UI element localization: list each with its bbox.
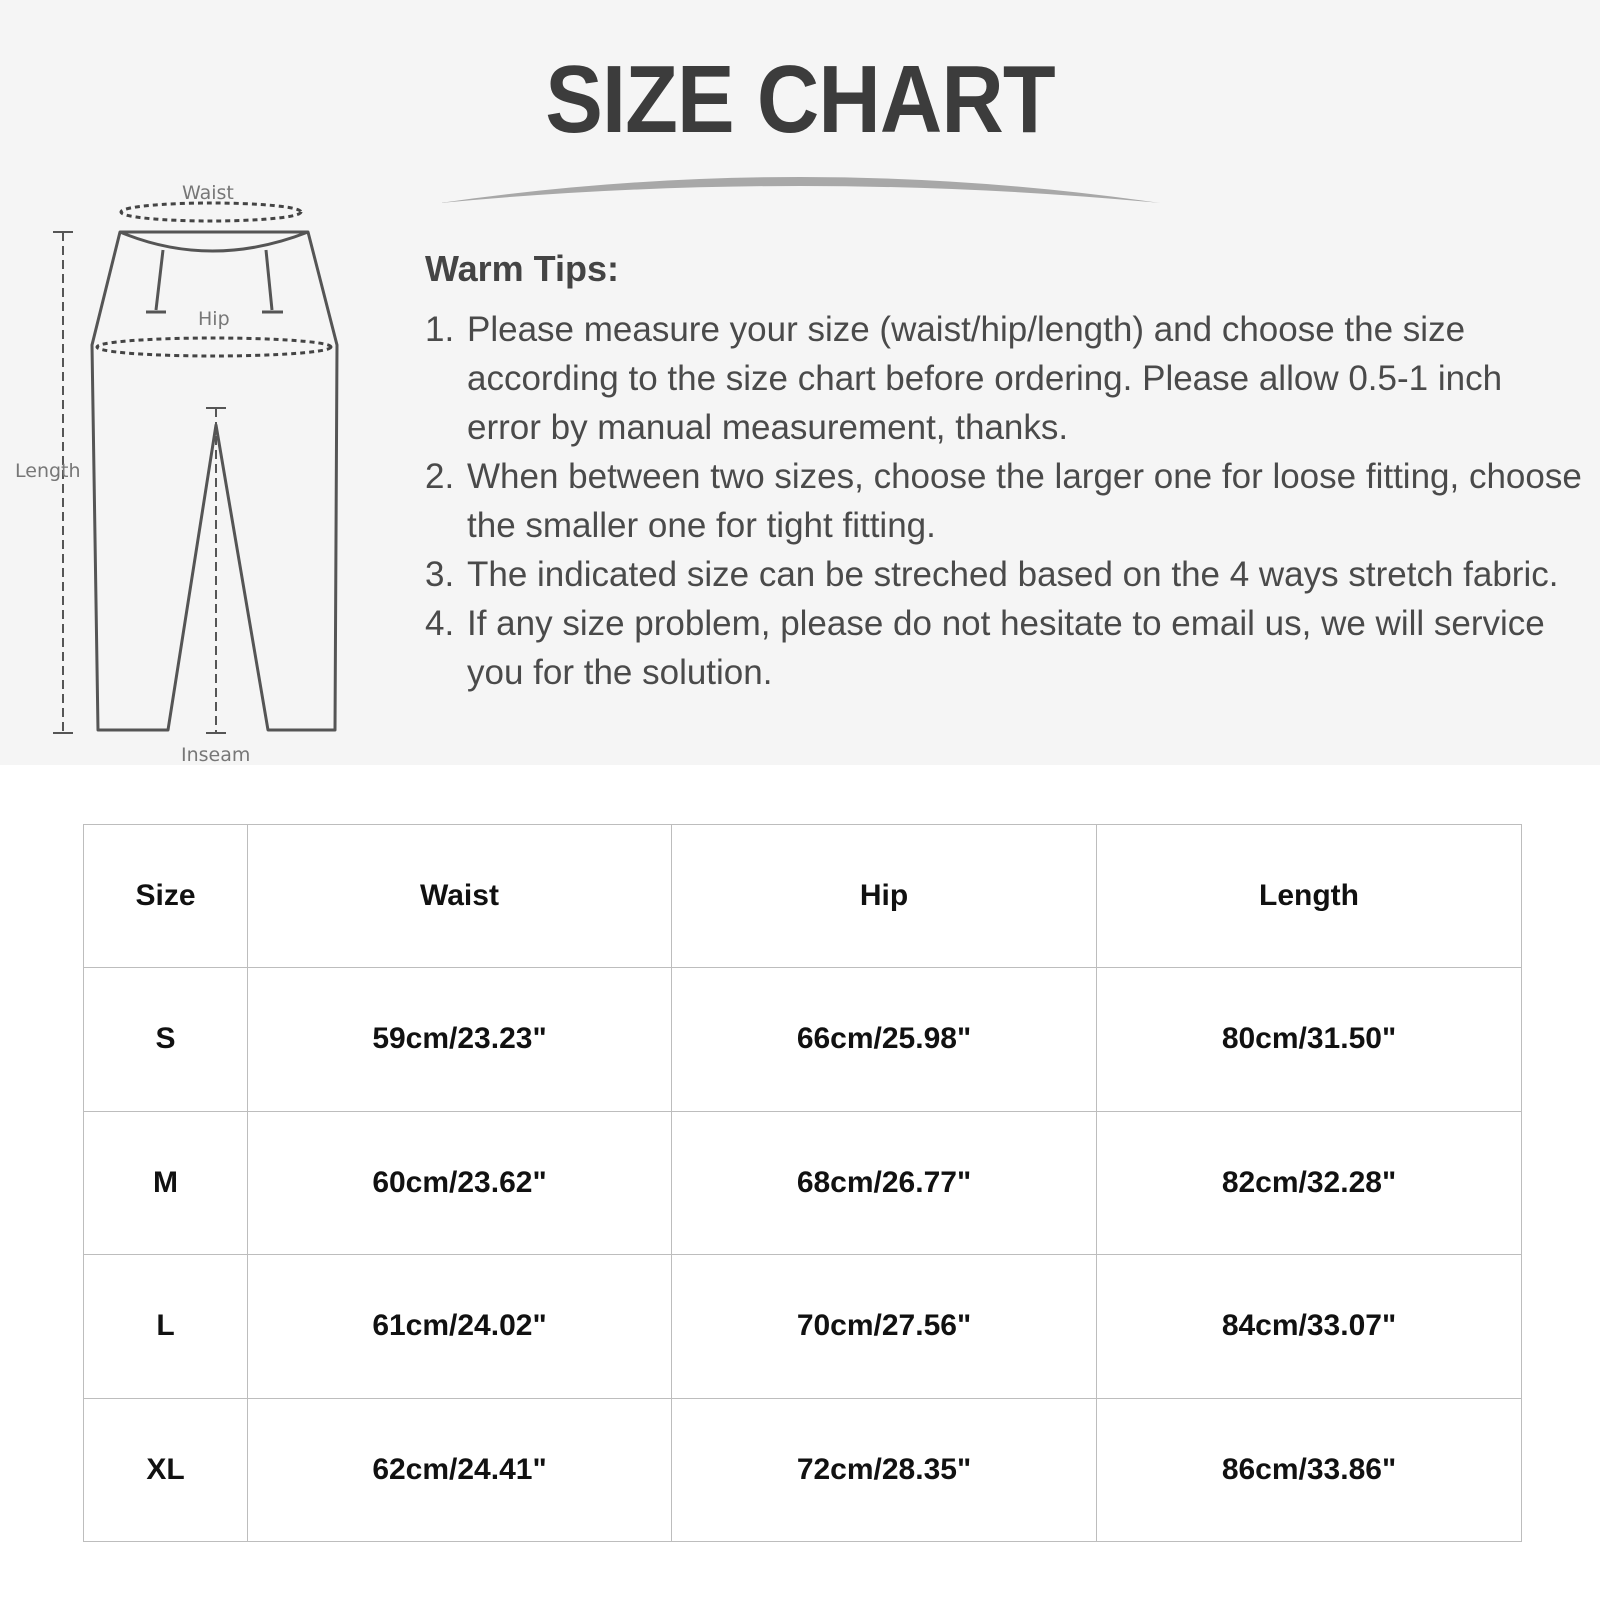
cell-size: M [84,1111,248,1255]
length-label: Length [15,460,81,482]
page-title: SIZE CHART [545,46,1055,153]
title-divider [440,165,1160,225]
cell-hip: 70cm/27.56" [672,1255,1097,1399]
cell-size: XL [84,1398,248,1542]
table-row [84,1255,1522,1399]
cell-waist: 60cm/23.62" [248,1111,672,1255]
tip-item [425,599,1585,697]
tip-item [425,452,1585,550]
hip-measure-line [97,338,331,356]
cell-size: L [84,1255,248,1399]
cell-length: 80cm/31.50" [1097,968,1522,1112]
cell-waist: 61cm/24.02" [248,1255,672,1399]
inseam-label: Inseam [181,744,251,766]
table-header-row [84,825,1522,968]
cell-length: 86cm/33.86" [1097,1398,1522,1542]
tip-text: If any size problem, please do not hesitate to email us, we will service you for the solution. [467,604,1545,692]
cell-hip: 66cm/25.98" [672,968,1097,1112]
tips-list [425,305,1585,697]
tip-text: The indicated size can be streched based on the 4 ways stretch fabric. [467,555,1559,594]
cell-waist: 62cm/24.41" [248,1398,672,1542]
header-length: Length [1097,825,1522,968]
tip-text: When between two sizes, choose the larger one for loose fitting, choose the smaller one for tight fitting. [467,457,1582,545]
cell-hip: 72cm/28.35" [672,1398,1097,1542]
cell-length: 82cm/32.28" [1097,1111,1522,1255]
tips-heading: Warm Tips: [425,248,620,289]
cell-waist: 59cm/23.23" [248,968,672,1112]
pants-diagram [0,175,380,775]
header-hip: Hip [672,825,1097,968]
table-row [84,1111,1522,1255]
tip-item [425,305,1585,452]
tip-number: 3. [425,555,455,594]
table-row [84,1398,1522,1542]
waist-measure-line [121,203,301,221]
header-size: Size [84,825,248,968]
table-row [84,968,1522,1112]
cell-length: 84cm/33.07" [1097,1255,1522,1399]
tip-number: 1. [425,310,455,349]
tip-text: Please measure your size (waist/hip/length) and choose the size according to the size chart before ordering. Please allow 0.5-1 inch error by manual measurement, thanks. [467,310,1503,447]
waist-label: Waist [182,182,234,204]
cell-hip: 68cm/26.77" [672,1111,1097,1255]
cell-size: S [84,968,248,1112]
tip-item [425,550,1585,599]
tip-number: 2. [425,457,455,496]
tip-number: 4. [425,604,455,643]
size-table [83,824,1522,1542]
header-waist: Waist [248,825,672,968]
hip-label: Hip [198,308,230,330]
pants-outline [92,232,337,730]
